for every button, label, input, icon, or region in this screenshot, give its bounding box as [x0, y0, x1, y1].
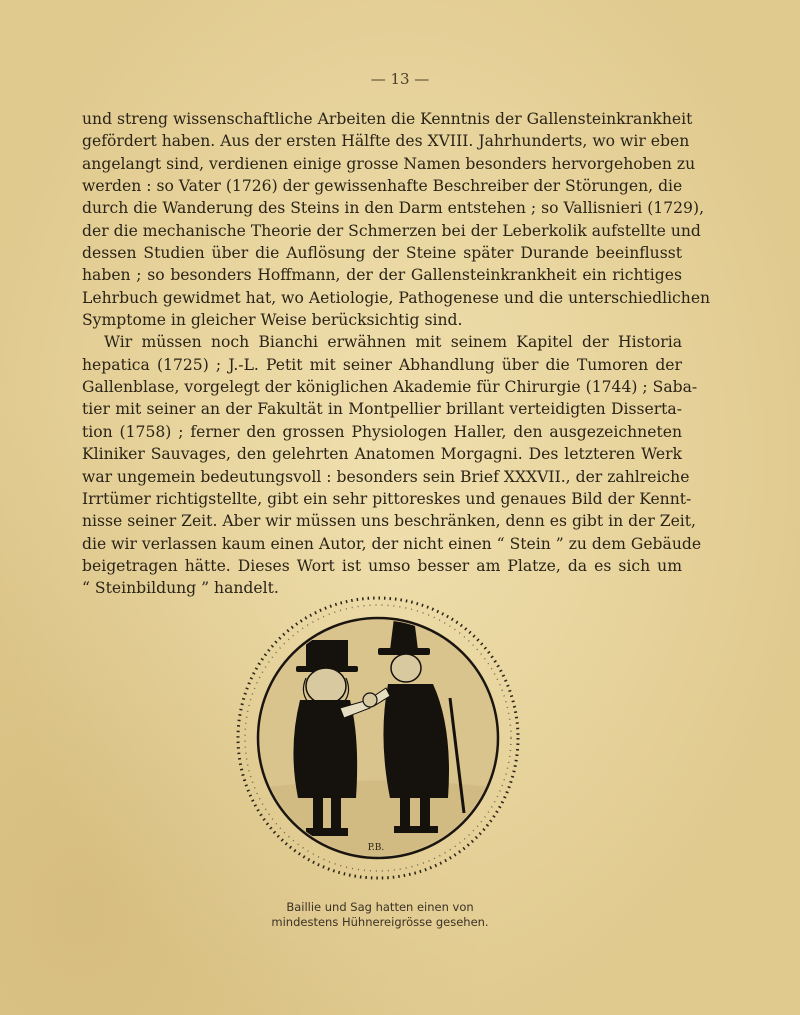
text-line: beigetragen hätte. Dieses Wort ist umso besser am Platze, da es sich um	[82, 556, 682, 575]
text-line: tion (1758) ; ferner den grossen Physiologen Haller, den ausgezeichneten	[82, 422, 682, 441]
text-line: der die mechanische Theorie der Schmerzen bei der Leberkolik aufstellte und	[82, 221, 701, 240]
body-text	[82, 108, 711, 600]
text-line: nisse seiner Zeit. Aber wir müssen uns beschränken, denn es gibt in der Zeit,	[82, 512, 697, 531]
text-line: war ungemein bedeutungsvoll : besonders sein Brief XXXVII., der zahlreiche	[82, 467, 690, 486]
text-line: dessen Studien über die Auflösung der Steine später Durande beeinflusst	[82, 244, 682, 263]
artist-signature: P.B.	[367, 843, 385, 853]
text-line: hepatica (1725) ; J.-L. Petit mit seiner Abhandlung über die Tumoren der	[82, 355, 682, 374]
text-line: und streng wissenschaftliche Arbeiten die Kenntnis der Gallensteinkrankheit	[82, 110, 693, 128]
caption-line: Baillie und Sag hatten einen von	[286, 900, 474, 914]
text-line: Lehrbuch gewidmet hat, wo Aetiologie, Pathogenese und die unterschiedlichen	[82, 288, 711, 307]
text-line: werden : so Vater (1726) der gewissenhafte Beschreiber der Störungen, die	[82, 177, 683, 196]
text-line: durch die Wanderung des Steins in den Darm entstehen ; so Vallisnieri (1729),	[82, 199, 705, 218]
page-number: — 13 —	[370, 70, 430, 88]
text-line: Wir müssen noch Bianchi erwähnen mit seinem Kapitel der Historia	[104, 333, 682, 352]
caricature-illustration	[228, 588, 528, 888]
text-line: gefördert haben. Aus der ersten Hälfte des XVIII. Jahrhunderts, wo wir eben	[82, 132, 690, 151]
text-line: angelangt sind, verdienen einige grosse Namen besonders hervorgehoben zu	[82, 154, 696, 173]
text-line: haben ; so besonders Hoffmann, der der Gallensteinkrankheit ein richtiges	[82, 266, 682, 285]
text-line: die wir verlassen kaum einen Autor, der nicht einen “ Stein ” zu dem Gebäude	[82, 534, 702, 553]
text-line: Irrtümer richtigstellte, gibt ein sehr pittoreskes und genaues Bild der Kennt-	[82, 489, 692, 508]
text-line: “ Steinbildung ” handelt.	[82, 579, 279, 598]
text-line: tier mit seiner an der Fakultät in Montpellier brillant verteidigten Disserta-	[82, 400, 682, 419]
text-line: Gallenblase, vorgelegt der königlichen Akademie für Chirurgie (1744) ; Saba-	[82, 378, 698, 397]
gallstone	[363, 693, 377, 707]
caption-line: mindestens Hühnereigrösse gesehen.	[271, 915, 489, 929]
figure-caption	[0, 900, 760, 930]
text-line: Kliniker Sauvages, den gelehrten Anatomen Morgagni. Des letzteren Werk	[82, 445, 682, 464]
text-line: Symptome in gleicher Weise berücksichtig sind.	[82, 311, 463, 330]
